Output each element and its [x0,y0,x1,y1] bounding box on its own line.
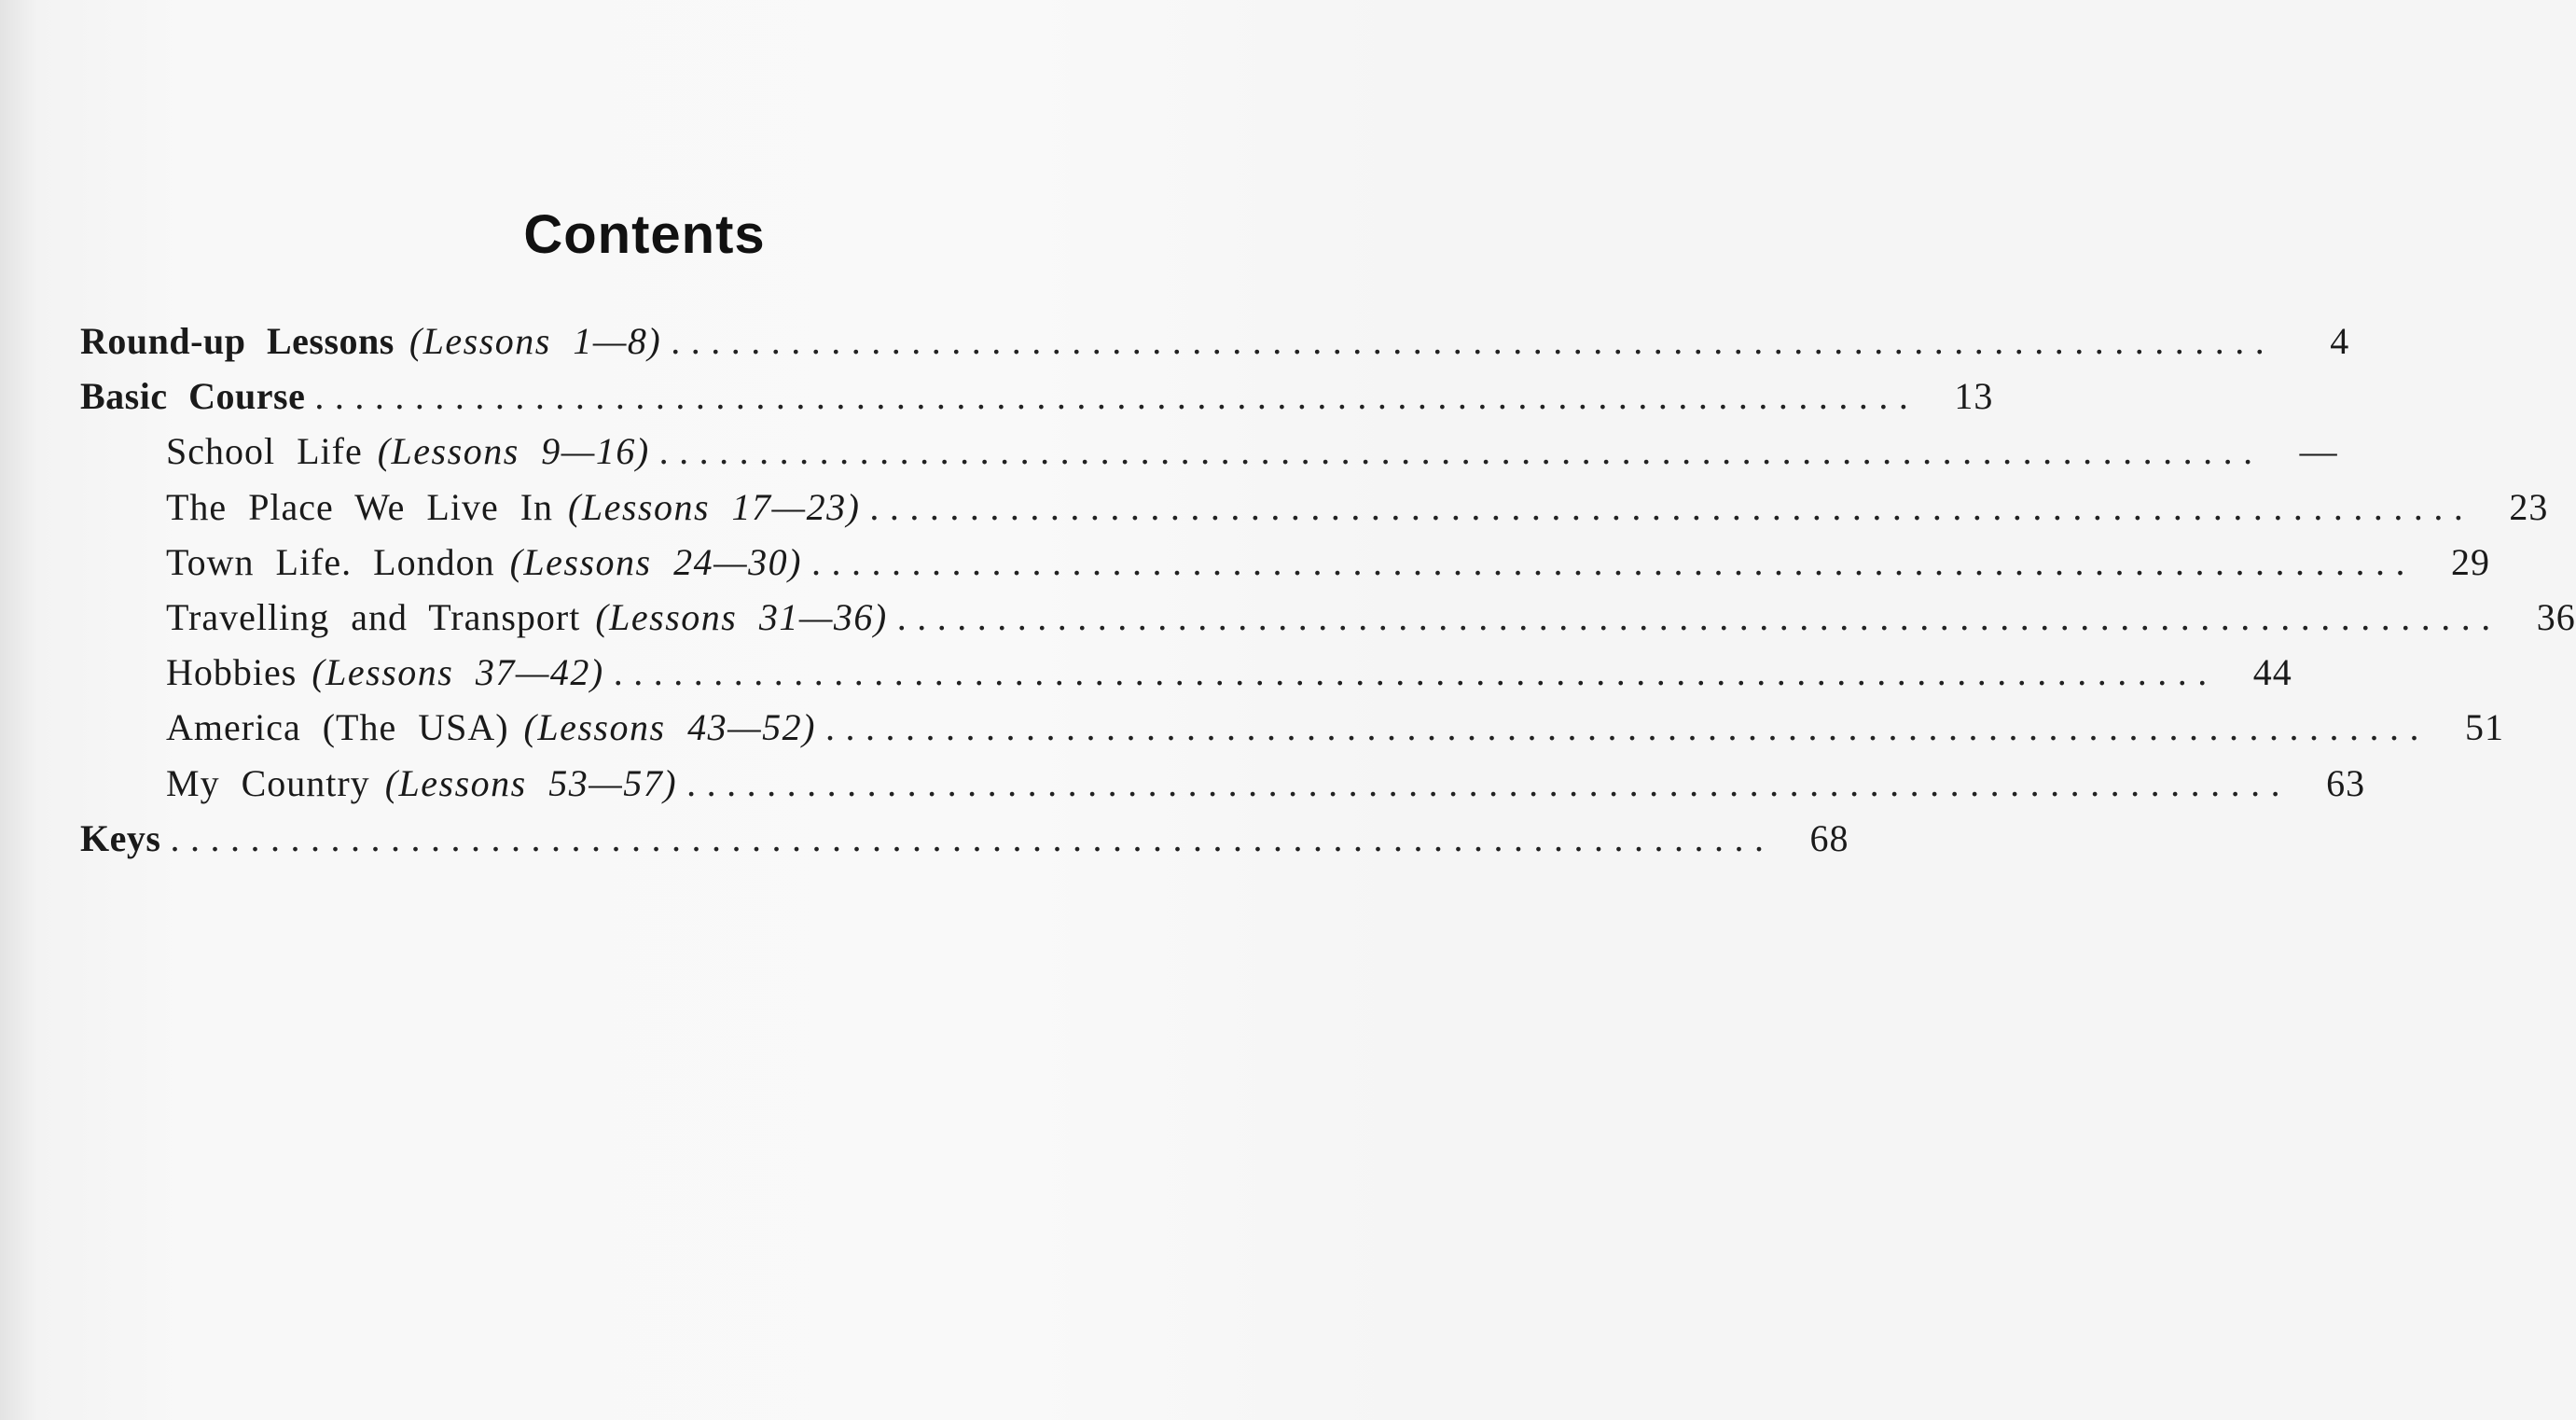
toc-entry-travelling-and-transport [80,590,2576,645]
toc-entry-title: Hobbies [166,651,298,694]
toc-entry-title: Town Life. London [166,540,495,583]
dot-leader: ................................................................................ [314,375,1919,418]
toc-entry-lessons: (Lessons 31—36) [595,595,888,638]
dot-leader: ................................................................................ [170,816,1775,859]
page-title: Contents [523,204,766,265]
toc-entry-lessons: (Lessons 1—8) [409,320,662,362]
table-of-contents [80,313,2576,866]
toc-entry-lessons: (Lessons 43—52) [523,706,816,749]
dot-leader: ................................................................................ [658,430,2264,473]
toc-entry-basic-course [80,369,1994,424]
toc-entry-title: The Place We Live In [166,485,554,528]
toc-page-number: 36 [2536,595,2576,638]
toc-entry-school-life [80,424,2338,479]
toc-entry-lessons: (Lessons 37—42) [312,651,604,694]
dot-leader: ................................................................................ [896,595,2501,638]
toc-entry-title: Basic Course [80,375,306,418]
toc-page-number: 44 [2252,651,2292,694]
toc-entry-my-country [80,756,2366,811]
dot-leader: ................................................................................ [811,540,2416,583]
toc-page-number: 4 [2330,320,2350,362]
toc-entry-lessons: (Lessons 9—16) [377,430,650,473]
toc-page-number: 63 [2326,761,2366,804]
toc-page-number: 51 [2464,706,2504,749]
toc-page-number: 68 [1809,816,1849,859]
dot-leader: ................................................................................ [613,651,2218,694]
dot-leader: ................................................................................ [686,761,2292,804]
dot-leader: ................................................................................ [869,485,2474,528]
toc-entry-title: Travelling and Transport [166,595,581,638]
toc-entry-town-life-london [80,535,2490,590]
toc-page-number: 29 [2451,540,2490,583]
toc-entry-title: My Country [166,761,370,804]
toc-entry-keys [80,811,1849,866]
toc-entry-the-place-we-live-in [80,480,2549,535]
toc-page-number: 23 [2509,485,2549,528]
toc-entry-hobbies [80,645,2292,700]
dot-leader: ................................................................................ [824,706,2430,749]
toc-entry-lessons: (Lessons 24—30) [509,540,802,583]
toc-entry-america-the-usa [80,700,2504,755]
toc-page-number: 13 [1954,375,1994,418]
toc-entry-title: Round-up Lessons [80,320,395,362]
toc-entry-lessons: (Lessons 17—23) [568,485,861,528]
toc-page-number: — [2299,430,2338,473]
toc-entry-lessons: (Lessons 53—57) [384,761,678,804]
toc-entry-round-up-lessons [80,313,2350,369]
toc-entry-title: Keys [80,816,161,859]
toc-entry-title: America (The USA) [166,706,509,749]
toc-entry-title: School Life [166,430,363,473]
dot-leader: ................................................................................ [671,320,2276,362]
